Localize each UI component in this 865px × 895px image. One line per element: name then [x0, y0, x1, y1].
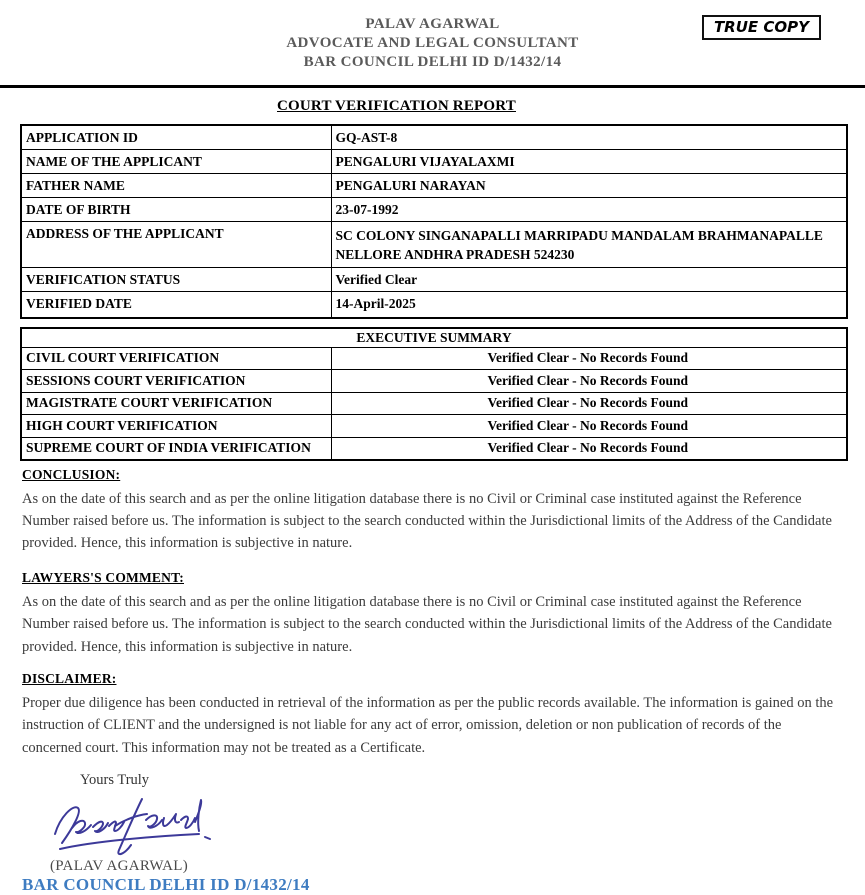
section-body: As on the date of this search and as per the online litigation database there is no Civil or Criminal case instituted against the Reference Number raised before us. The information is subject to the search conducted within the Jurisdictional limits of the Address of the Candidate provided. Hence, this information is subjective in nature.	[22, 593, 832, 655]
applicant-details-table	[20, 124, 848, 319]
true-copy-stamp: TRUE COPY	[702, 15, 821, 40]
page-title: COURT VERIFICATION REPORT	[277, 98, 516, 114]
table-row	[21, 222, 847, 268]
executive-summary-title: EXECUTIVE SUMMARY	[21, 328, 847, 348]
section-conclusion	[22, 467, 837, 555]
row-value: Verified Clear - No Records Found	[331, 370, 847, 393]
bar-council-id: BAR COUNCIL DELHI ID D/1432/14	[303, 54, 562, 70]
table-row	[21, 125, 847, 150]
row-label: HIGH COURT VERIFICATION	[21, 415, 331, 438]
table-row	[21, 347, 847, 370]
row-value: 14-April-2025	[331, 292, 847, 318]
row-label: APPLICATION ID	[21, 125, 331, 150]
row-value: Verified Clear	[331, 268, 847, 292]
handwritten-signature	[45, 793, 225, 857]
row-label: CIVIL COURT VERIFICATION	[21, 347, 331, 370]
header-divider	[0, 85, 865, 88]
row-label: MAGISTRATE COURT VERIFICATION	[21, 392, 331, 415]
table-row	[21, 392, 847, 415]
row-label: FATHER NAME	[21, 174, 331, 198]
table-row	[21, 415, 847, 438]
row-value: PENGALURI VIJAYALAXMI	[331, 150, 847, 174]
row-label: SESSIONS COURT VERIFICATION	[21, 370, 331, 393]
advocate-title: ADVOCATE AND LEGAL CONSULTANT	[286, 35, 579, 51]
row-label: VERIFIED DATE	[21, 292, 331, 318]
table-row	[21, 370, 847, 393]
section-body: Proper due diligence has been conducted in retrieval of the information as per the public records available. The information is gained on the instruction of CLIENT and the undersigned is not liable for any act of error, omission, deletion or non publication of records of the concerned court. This information may not be treated as a Certificate.	[22, 694, 834, 756]
section-heading: CONCLUSION:	[22, 466, 121, 482]
signatory-name: (PALAV AGARWAL)	[50, 858, 188, 875]
section-lawyers-comment	[22, 570, 837, 658]
row-value: Verified Clear - No Records Found	[331, 347, 847, 370]
closing-text: Yours Truly	[80, 772, 150, 789]
table-row	[21, 292, 847, 318]
row-value: SC COLONY SINGANAPALLI MARRIPADU MANDALAM BRAHMANAPALLE NELLORE ANDHRA PRADESH 524230	[331, 222, 847, 268]
signatory-bar-council-id: BAR COUNCIL DELHI ID D/1432/14	[22, 875, 310, 895]
table-row	[21, 198, 847, 222]
row-value: GQ-AST-8	[331, 125, 847, 150]
title-wrap	[0, 97, 793, 115]
row-label: NAME OF THE APPLICANT	[21, 150, 331, 174]
row-label: SUPREME COURT OF INDIA VERIFICATION	[21, 437, 331, 460]
row-label: DATE OF BIRTH	[21, 198, 331, 222]
section-body: As on the date of this search and as per the online litigation database there is no Civil or Criminal case instituted against the Reference Number raised before us. The information is subject to the search conducted within the Jurisdictional limits of the Address of the Candidate provided. Hence, this information is subjective in nature.	[22, 490, 832, 552]
row-label: ADDRESS OF THE APPLICANT	[21, 222, 331, 268]
executive-summary-table	[20, 327, 848, 461]
row-value: PENGALURI NARAYAN	[331, 174, 847, 198]
table-row	[21, 174, 847, 198]
row-value: Verified Clear - No Records Found	[331, 415, 847, 438]
table-header-row	[21, 328, 847, 348]
section-disclaimer	[22, 671, 837, 759]
advocate-name: PALAV AGARWAL	[365, 16, 500, 32]
section-heading: DISCLAIMER:	[22, 670, 117, 686]
row-value: Verified Clear - No Records Found	[331, 392, 847, 415]
row-value: 23-07-1992	[331, 198, 847, 222]
row-value: Verified Clear - No Records Found	[331, 437, 847, 460]
table-row	[21, 437, 847, 460]
table-row	[21, 268, 847, 292]
table-row	[21, 150, 847, 174]
row-label: VERIFICATION STATUS	[21, 268, 331, 292]
section-heading: LAWYERS'S COMMENT:	[22, 569, 184, 585]
